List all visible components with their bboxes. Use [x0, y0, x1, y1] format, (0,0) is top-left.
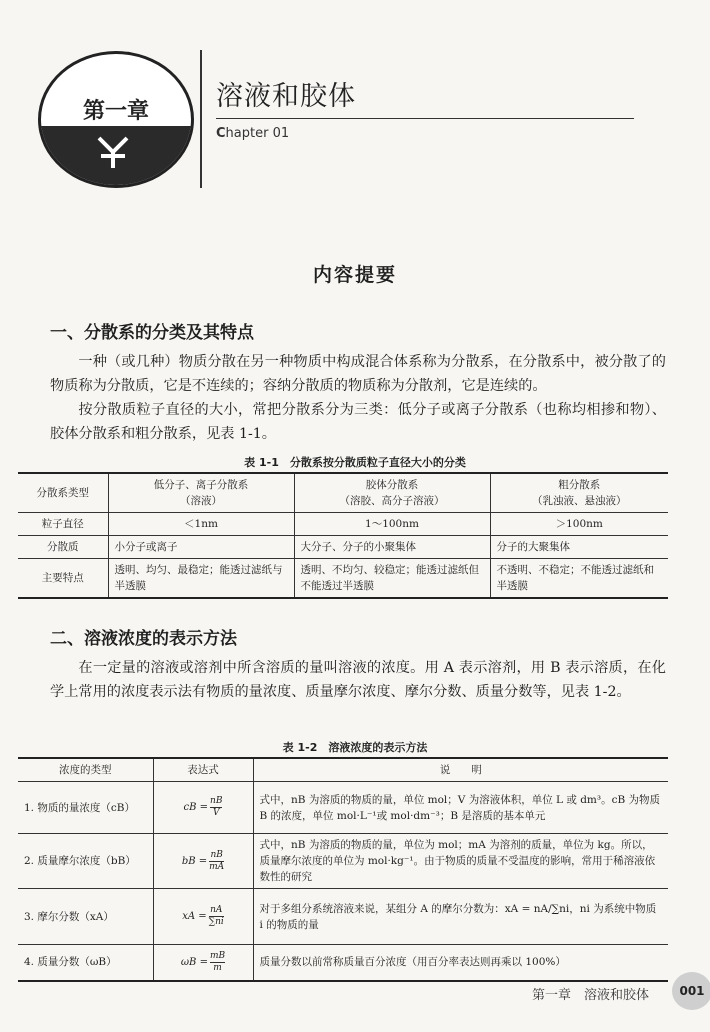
section1-body	[50, 350, 666, 446]
table1-cell: 粒子直径	[18, 513, 108, 536]
formula-lhs: cB =	[183, 802, 209, 813]
table2-desc-cell: 式中，nB 为溶质的物质的量，单位 mol；V 为溶液体积，单位 L 或 dm³。cB 为物质 B 的浓度，单位 mol·L⁻¹或 mol·dm⁻³；B 是溶质的基本单元	[253, 782, 668, 834]
table1-cell: ＞100nm	[490, 513, 668, 536]
table1-header-row	[18, 473, 668, 513]
table2	[18, 757, 668, 982]
table2-header-row	[18, 758, 668, 782]
table-row	[18, 945, 668, 981]
formula-fraction	[209, 905, 224, 928]
summary-title: 内容提要	[312, 264, 397, 286]
table2-header-cell: 说 明	[253, 758, 668, 782]
header-horizontal-rule	[216, 118, 634, 119]
table2-desc-cell: 对于多组分系统溶液来说，某组分 A 的摩尔分数为：xA = nA/∑ni，ni 为系统中物质 i 的物质的量	[253, 889, 668, 945]
header-vertical-rule	[200, 50, 202, 188]
chapter-subtitle-initial: C	[216, 126, 226, 141]
table2-type-cell: 2. 质量摩尔浓度（bB）	[18, 834, 153, 889]
table1-cell: 分子的大聚集体	[490, 536, 668, 559]
chapter-subtitle	[216, 126, 289, 141]
table2-formula-cell	[153, 945, 253, 981]
table1-caption: 表 1-1 分散系按分散质粒子直径大小的分类	[244, 456, 466, 469]
section1-paragraph: 一种（或几种）物质分散在另一种物质中构成混合体系称为分散系，在分散系中，被分散了的物质称为分散质，它是不连续的；容纳分散质的物质称为分散剂，它是连续的。	[50, 354, 666, 394]
section1-paragraph: 按分散质粒子直径的大小，常把分散系分为三类：低分子或离子分散系（也称均相掺和物）、胶体分散系和粗分散系，见表 1-1。	[50, 402, 666, 442]
table1-header-cell: 胶体分散系 （溶胶、高分子溶液）	[294, 473, 490, 513]
section1-heading: 一、分散系的分类及其特点	[50, 323, 254, 343]
formula-denominator: m	[213, 962, 222, 973]
table1-header-cell: 低分子、离子分散系 （溶液）	[108, 473, 294, 513]
chapter-badge	[38, 51, 194, 188]
table1-cell: 大分子、分子的小聚集体	[294, 536, 490, 559]
table-row	[18, 559, 668, 599]
formula-numerator: nB	[210, 796, 223, 806]
table2-type-cell: 3. 摩尔分数（xA）	[18, 889, 153, 945]
table2-type-cell: 4. 质量分数（ωB）	[18, 945, 153, 981]
table2-header-cell: 表达式	[153, 758, 253, 782]
table1-cell: 透明、不均匀、较稳定；能透过滤纸但不能透过半透膜	[294, 559, 490, 599]
table1-cell: 小分子或离子	[108, 536, 294, 559]
chapter-ornament-icon	[93, 132, 133, 172]
table1-cell: 分散质	[18, 536, 108, 559]
table-row	[18, 536, 668, 559]
chapter-subtitle-rest: hapter 01	[225, 126, 290, 141]
table1-cell: 1～100nm	[294, 513, 490, 536]
section2-paragraph: 在一定量的溶液或溶剂中所含溶质的量叫溶液的浓度。用 A 表示溶剂，用 B 表示溶质，在化学上常用的浓度表示法有物质的量浓度、质量摩尔浓度、摩尔分数、质量分数等，见表 1-2。	[50, 660, 666, 700]
formula-numerator: nB	[210, 849, 223, 860]
table-row	[18, 513, 668, 536]
page-number: 001	[672, 972, 710, 1010]
table2-formula-cell	[153, 834, 253, 889]
formula-lhs: ωB =	[180, 956, 208, 968]
table2-caption: 表 1-2 溶液浓度的表示方法	[282, 741, 428, 754]
formula-fraction	[209, 850, 224, 873]
formula-denominator: mA	[209, 861, 225, 872]
section2-body	[50, 656, 666, 704]
table2-formula-cell	[153, 782, 253, 834]
formula-numerator: mB	[209, 950, 226, 961]
section2-heading: 二、溶液浓度的表示方法	[50, 629, 237, 649]
chapter-title: 溶液和胶体	[216, 81, 356, 112]
table2-desc-cell: 质量分数以前常称质量百分浓度（用百分率表达则再乘以 100%）	[253, 945, 668, 981]
formula-fraction	[210, 951, 225, 974]
table1-cell: 主要特点	[18, 559, 108, 599]
formula-numerator: nA	[210, 905, 223, 915]
table1-cell: 不透明、不稳定；不能透过滤纸和半透膜	[490, 559, 668, 599]
formula-denominator: V	[213, 808, 220, 818]
formula-lhs: bB =	[181, 855, 208, 867]
table2-type-cell: 1. 物质的量浓度（cB）	[18, 782, 153, 834]
running-footer: 第一章 溶液和胶体	[532, 988, 650, 1003]
table1	[18, 472, 668, 599]
table2-header-cell: 浓度的类型	[18, 758, 153, 782]
table1-cell: ＜1nm	[108, 513, 294, 536]
table1-header-cell: 粗分散系 （乳浊液、悬浊液）	[490, 473, 668, 513]
chapter-badge-label: 第一章	[82, 99, 149, 124]
formula-fraction	[210, 796, 222, 819]
table-row	[18, 834, 668, 889]
formula-denominator: ∑ni	[208, 917, 224, 927]
table1-cell: 透明、均匀、最稳定；能透过滤纸与半透膜	[108, 559, 294, 599]
formula-lhs: xA =	[182, 911, 207, 922]
table1-header-cell: 分散系类型	[18, 473, 108, 513]
table2-formula-cell	[153, 889, 253, 945]
table-row	[18, 782, 668, 834]
table-row	[18, 889, 668, 945]
table2-desc-cell: 式中，nB 为溶质的物质的量，单位为 mol；mA 为溶剂的质量，单位为 kg。所以，质量摩尔浓度的单位为 mol·kg⁻¹。由于物质的质量不受温度的影响，常用于稀溶液依数性的研究	[253, 834, 668, 889]
